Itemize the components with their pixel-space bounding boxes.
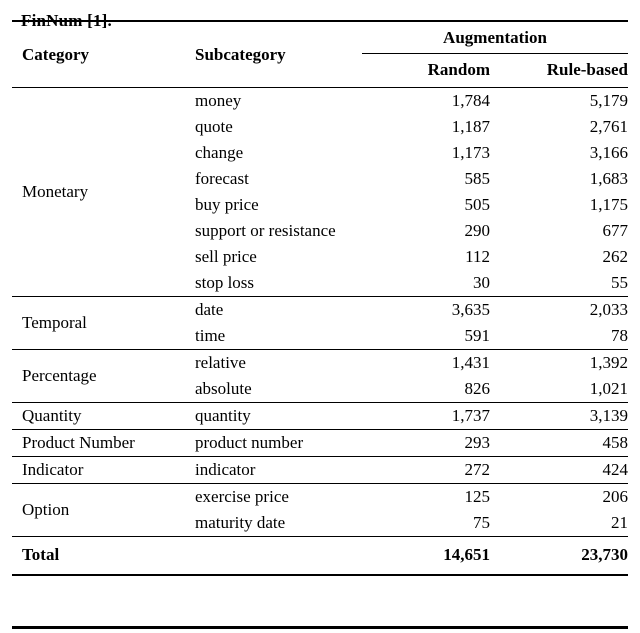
random-value-cell: 1,737 (362, 403, 490, 430)
rule-based-value-cell: 2,761 (589, 117, 628, 136)
header-augmentation: Augmentation (362, 21, 628, 54)
total-random-value: 14,651 (362, 537, 490, 576)
random-value-cell: 591 (464, 326, 490, 345)
subcategory-cell: indicator (195, 457, 362, 484)
random-value-cell: 272 (362, 457, 490, 484)
rule-based-value-cell: 78 (611, 326, 628, 345)
total-row (12, 537, 628, 576)
subcategory-cell: relative (195, 350, 362, 377)
subcategory-cell: time (195, 326, 226, 345)
caption-fragment: FinNum [1]. (21, 11, 112, 30)
table-row (12, 430, 628, 457)
rule-based-value-cell: 1,392 (490, 350, 628, 377)
table-row (12, 297, 628, 324)
rule-based-value-cell: 424 (490, 457, 628, 484)
subcategory-cell: quote (195, 117, 233, 136)
augmentation-table (12, 20, 628, 576)
rule-based-value-cell: 2,033 (490, 297, 628, 324)
rule-based-value-cell: 5,179 (490, 88, 628, 115)
random-value-cell: 1,187 (451, 117, 490, 136)
subcategory-cell: support or resistance (195, 221, 336, 240)
category-cell-product-number: Product Number (12, 430, 195, 457)
table-footer (12, 537, 628, 576)
rule-based-value-cell: 206 (490, 484, 628, 511)
table-row (12, 484, 628, 511)
header-subcategory: Subcategory (195, 44, 286, 64)
rule-based-value-cell: 262 (602, 247, 628, 266)
random-value-cell: 75 (473, 513, 490, 532)
category-cell-indicator: Indicator (12, 457, 195, 484)
subcategory-cell: sell price (195, 247, 257, 266)
subcategory-cell: maturity date (195, 513, 286, 532)
random-value-cell: 290 (464, 221, 490, 240)
header-category: Category (22, 44, 90, 64)
category-cell-monetary: Monetary (12, 88, 195, 297)
category-cell-temporal: Temporal (12, 297, 195, 350)
random-value-cell: 3,635 (362, 297, 490, 324)
rule-based-value-cell: 3,166 (589, 143, 628, 162)
rule-based-value-cell: 1,683 (589, 169, 628, 188)
random-value-cell: 585 (464, 169, 490, 188)
random-value-cell: 125 (362, 484, 490, 511)
table-body (12, 88, 628, 537)
random-value-cell: 293 (362, 430, 490, 457)
subcategory-cell: date (195, 297, 362, 324)
subcategory-cell: exercise price (195, 484, 362, 511)
header-rule-based: Rule-based (546, 60, 628, 79)
table-row (12, 403, 628, 430)
subcategory-cell: quantity (195, 403, 362, 430)
random-value-cell: 505 (464, 195, 490, 214)
random-value-cell: 1,173 (451, 143, 490, 162)
subcategory-cell: absolute (195, 379, 252, 398)
random-value-cell: 30 (473, 273, 490, 292)
category-cell-percentage: Percentage (12, 350, 195, 403)
subcategory-cell: change (195, 143, 244, 162)
random-value-cell: 826 (464, 379, 490, 398)
subcategory-cell: forecast (195, 169, 249, 188)
subcategory-cell: product number (195, 430, 362, 457)
rule-based-value-cell: 1,175 (589, 195, 628, 214)
rule-based-value-cell: 1,021 (589, 379, 628, 398)
table-row (12, 88, 628, 115)
subcategory-cell: stop loss (195, 273, 255, 292)
subcategory-cell: money (195, 88, 362, 115)
total-label: Total (12, 537, 362, 576)
rule-based-value-cell: 21 (611, 513, 628, 532)
random-value-cell: 1,784 (362, 88, 490, 115)
category-cell-option: Option (12, 484, 195, 537)
total-rule-based-value: 23,730 (490, 537, 628, 576)
bottom-rule (12, 626, 628, 629)
table-row (12, 350, 628, 377)
category-cell-quantity: Quantity (12, 403, 195, 430)
rule-based-value-cell: 677 (602, 221, 628, 240)
random-value-cell: 1,431 (362, 350, 490, 377)
table-row (12, 457, 628, 484)
rule-based-value-cell: 55 (611, 273, 628, 292)
rule-based-value-cell: 458 (490, 430, 628, 457)
subcategory-cell: buy price (195, 195, 259, 214)
random-value-cell: 112 (465, 247, 490, 266)
rule-based-value-cell: 3,139 (490, 403, 628, 430)
header-random: Random (427, 60, 490, 79)
